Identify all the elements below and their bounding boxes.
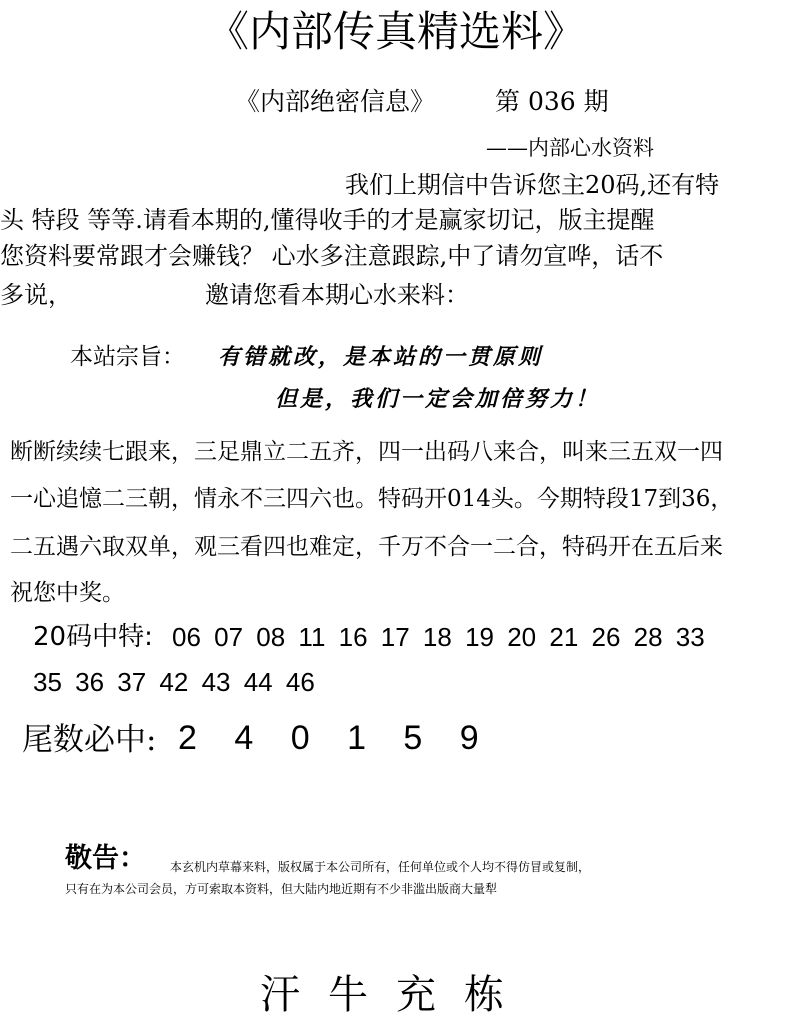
poem-line: 二五遇六取双单，观三看四也难定，千万不合一二合，特码开在五后来 [10,534,723,560]
intro-line-4b: 邀请您看本期心水来料： [205,281,469,309]
subtitle: 《内部绝密信息》 [235,87,436,116]
page-title: 《内部传真精选料》 [206,7,585,56]
poem-line: 断断续续七跟来，三足鼎立二五齐，四一出码八来合，叫来三五双一四 [10,439,723,465]
intro-line-3: 您资料要常跟才会赚钱？ 心水多注意跟踪,中了请勿宣哗，话不 [0,242,664,270]
footer-slogan: 汗牛充栋 [260,972,532,1018]
notice-line-1: 本玄机内草幕来料，版权属于本公司所有，任何单位或个人均不得仿冒或复制， [170,860,591,874]
numbers-label: 20码中特: [33,622,153,652]
intro-line-2: 头 特段 等等.请看本期的,懂得收手的才是赢家切记，版主提醒 [0,206,655,234]
notice-label: 敬告： [65,843,146,874]
poem-line: 祝您中奖。 [10,580,125,606]
motto-line-2: 但是，我们一定会加倍努力！ [275,386,601,412]
notice-line-2: 只有在为本公司会员，方可索取本资料，但大陆内地近期有不少非滥出版商大量犁 [65,882,498,896]
source-label: ——内部心水资料 [486,136,654,160]
intro-line-1: 我们上期信中告诉您主20码,还有特 [345,171,720,199]
motto-line-1: 有错就改，是本站的一贯原则 [218,344,544,370]
tail-label: 尾数必中: [22,722,157,758]
tail-digits: 2 4 0 1 5 9 [178,719,493,757]
numbers-row-2: 35 36 37 42 43 44 46 [33,667,315,697]
poem-line: 一心追憶二三朝，情永不三四六也。特码开014头。今期特段17到36， [10,486,734,512]
numbers-row-1: 06 07 08 11 16 17 18 19 20 21 26 28 33 [172,622,705,652]
motto-label: 本站宗旨： [70,344,185,370]
intro-line-4a: 多说， [0,281,72,309]
issue-number: 第 036 期 [495,87,609,116]
